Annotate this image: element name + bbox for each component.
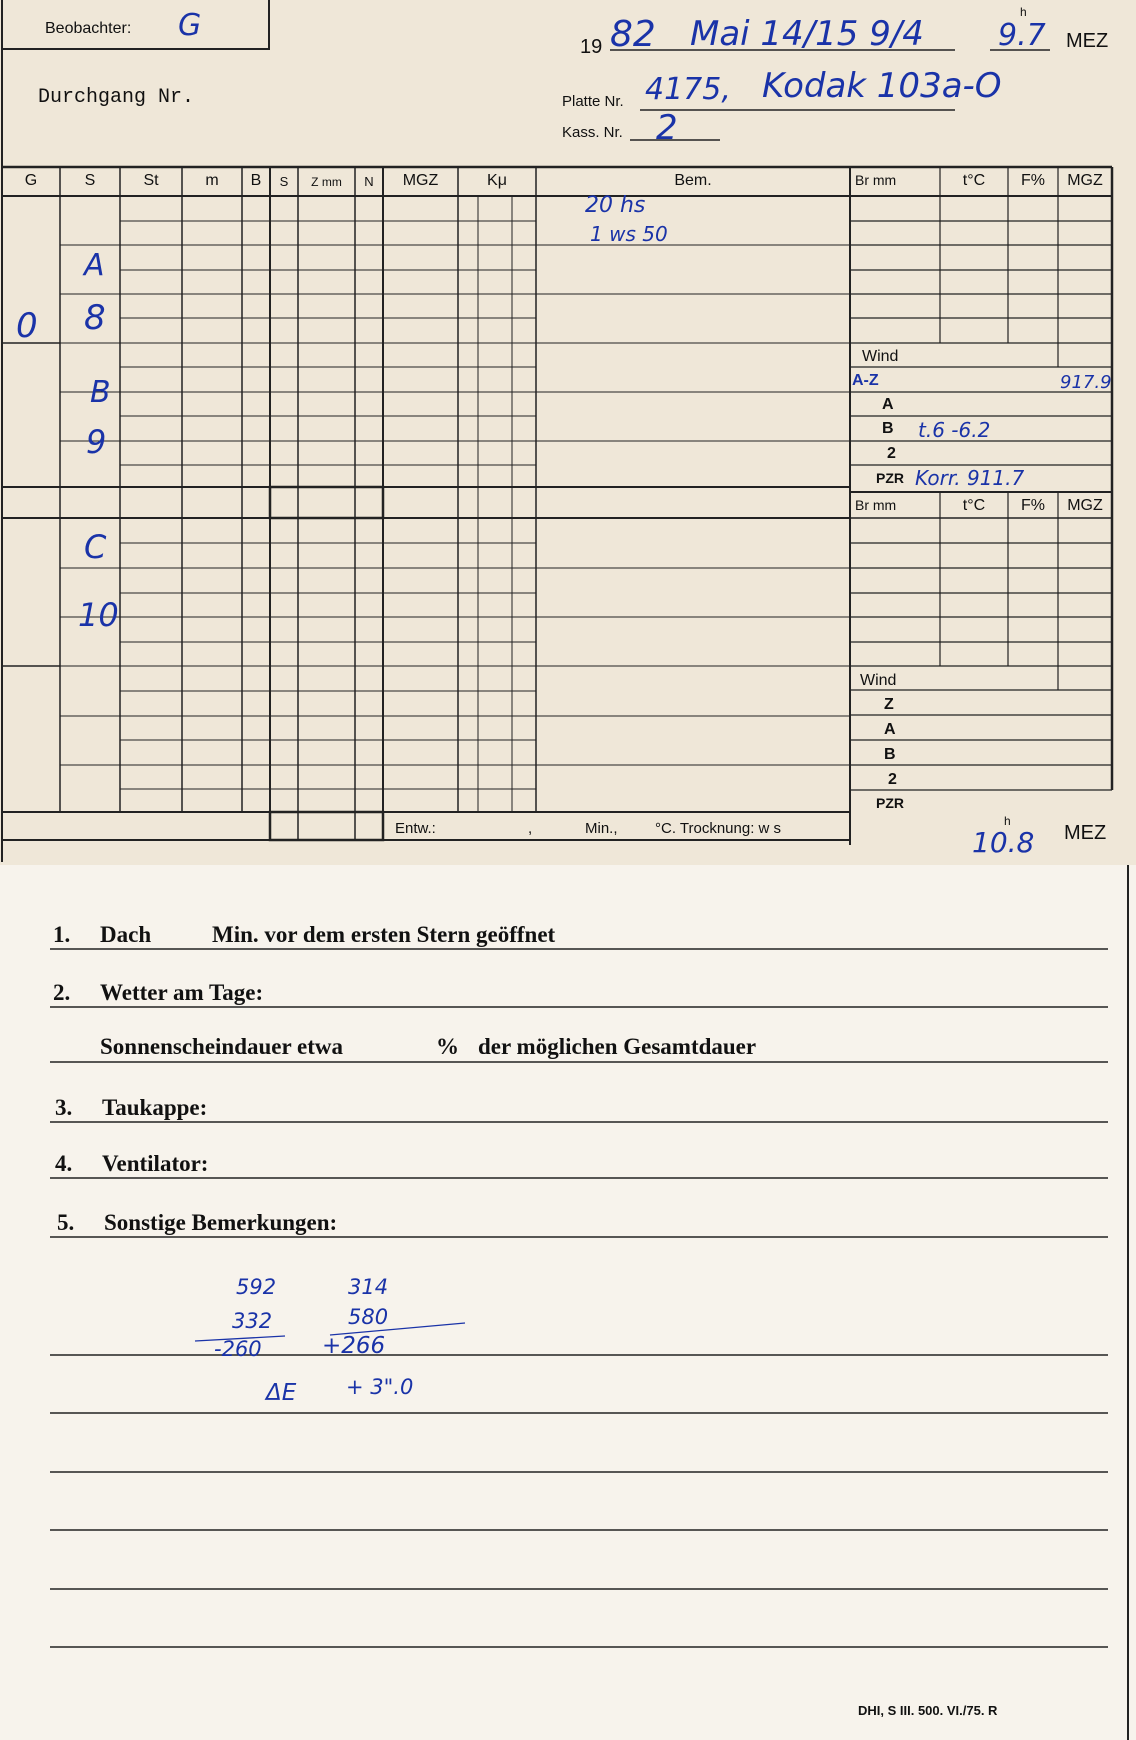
date-text: Mai 14/15 9/4 bbox=[690, 14, 924, 54]
col-header-s2: S bbox=[279, 174, 289, 189]
col-header-s: S bbox=[84, 172, 96, 189]
lower-row-label-5: PZR bbox=[876, 795, 904, 811]
col-header-n: N bbox=[364, 174, 374, 189]
item2-number: 2. bbox=[53, 980, 71, 1005]
beobachter-value: G bbox=[178, 8, 202, 43]
col-header-mgz-right: MGZ bbox=[1067, 172, 1103, 189]
mez-label: MEZ bbox=[1066, 30, 1109, 52]
col-header-bem: Bem. bbox=[674, 172, 712, 189]
bem-note-1: 20 hs bbox=[585, 193, 646, 218]
item5-label: Sonstige Bemerkungen: bbox=[104, 1210, 338, 1235]
col-header-f-lower: F% bbox=[1021, 497, 1045, 514]
item1-text: Min. vor dem ersten Stern geöffnet bbox=[212, 922, 556, 947]
upper-row-hw-5: Korr. 911.7 bbox=[915, 466, 1025, 490]
s-mark-8: 8 bbox=[84, 298, 106, 338]
calc-a3: -260 bbox=[214, 1337, 262, 1361]
item2-label: Wetter am Tage: bbox=[100, 980, 264, 1005]
calc-delta-value: + 3".0 bbox=[346, 1375, 414, 1399]
col-header-mgz-lower: MGZ bbox=[1067, 497, 1103, 514]
upper-row-label-4: 2 bbox=[887, 445, 896, 462]
platte-value: 4175, bbox=[645, 72, 731, 107]
s-mark-b: B bbox=[90, 375, 111, 410]
form-code: DHI, S III. 500. VI./75. R bbox=[858, 1703, 998, 1718]
entw-label: Entw.: bbox=[395, 820, 436, 837]
s-mark-9: 9 bbox=[86, 423, 107, 461]
calc-b3: +266 bbox=[322, 1333, 386, 1359]
calc-b2: 580 bbox=[348, 1305, 389, 1329]
lower-row-label-1: Z bbox=[884, 696, 894, 713]
kass-value: 2 bbox=[656, 108, 678, 148]
end-time-unit: h bbox=[1004, 814, 1011, 828]
col-header-mgz: MGZ bbox=[402, 172, 439, 189]
upper-row-label-1: A-Z bbox=[852, 372, 879, 389]
col-header-br-lower: Br mm bbox=[855, 497, 897, 513]
beobachter-label: Beobachter: bbox=[45, 20, 132, 37]
upper-row-hw-1: 917.9 bbox=[1060, 372, 1112, 393]
calc-a1: 592 bbox=[236, 1275, 277, 1299]
col-header-zmm: Z mm bbox=[311, 175, 342, 189]
col-header-temp-lower: t°C bbox=[962, 497, 986, 514]
g-mark: 0 bbox=[16, 306, 38, 346]
wind-label-lower: Wind bbox=[860, 672, 897, 689]
col-header-f: F% bbox=[1021, 172, 1045, 189]
kass-label: Kass. Nr. bbox=[562, 124, 623, 141]
item4-label: Ventilator: bbox=[102, 1151, 209, 1176]
col-header-br: Br mm bbox=[855, 172, 897, 188]
bem-note-2: 1 ws 50 bbox=[590, 222, 668, 246]
col-header-temp: t°C bbox=[962, 172, 986, 189]
lower-row-label-2: A bbox=[884, 721, 896, 738]
platte-film: Kodak 103a-O bbox=[762, 66, 1002, 106]
platte-label: Platte Nr. bbox=[562, 93, 624, 110]
entw-comma: , bbox=[528, 820, 533, 837]
upper-row-label-5: PZR bbox=[876, 470, 904, 486]
lower-row-label-3: B bbox=[884, 746, 896, 763]
time-unit: h bbox=[1020, 5, 1027, 19]
item2-percent: % bbox=[436, 1034, 459, 1059]
durchgang-label: Durchgang Nr. bbox=[38, 86, 195, 109]
trocknung-label: °C. Trocknung: w s bbox=[655, 820, 782, 837]
col-header-st: St bbox=[143, 172, 159, 189]
wind-label-upper: Wind bbox=[862, 348, 899, 365]
item1-number: 1. bbox=[53, 922, 71, 947]
calc-b1: 314 bbox=[348, 1275, 389, 1299]
col-header-m: m bbox=[205, 172, 219, 189]
item3-number: 3. bbox=[55, 1095, 73, 1120]
s-mark-a: A bbox=[84, 248, 105, 283]
upper-row-label-3: B bbox=[882, 420, 894, 437]
item3-label: Taukappe: bbox=[102, 1095, 208, 1120]
item4-number: 4. bbox=[55, 1151, 73, 1176]
year-suffix: 82 bbox=[610, 14, 656, 55]
item1-label: Dach bbox=[100, 922, 152, 947]
item2-sub-text: der möglichen Gesamtdauer bbox=[478, 1034, 757, 1059]
notes-section bbox=[0, 865, 1136, 1740]
item2-sub-label: Sonnenscheindauer etwa bbox=[100, 1034, 344, 1059]
min-label: Min., bbox=[585, 820, 618, 837]
lower-row-label-4: 2 bbox=[888, 771, 897, 788]
col-header-kmu: Kμ bbox=[487, 172, 507, 189]
end-mez: MEZ bbox=[1064, 822, 1107, 844]
s-mark-c: C bbox=[84, 528, 107, 566]
calc-delta: ΔE bbox=[266, 1380, 297, 1406]
upper-row-hw-3: t.6 -6.2 bbox=[918, 418, 991, 442]
year-prefix: 19 bbox=[580, 36, 603, 58]
s-mark-10: 10 bbox=[78, 596, 119, 634]
time-start: 9.7 bbox=[998, 18, 1046, 53]
col-header-b: B bbox=[250, 172, 262, 189]
end-time: 10.8 bbox=[972, 826, 1035, 859]
upper-row-label-2: A bbox=[882, 396, 894, 413]
calc-a2: 332 bbox=[232, 1309, 273, 1333]
col-header-g: G bbox=[24, 172, 38, 189]
item5-number: 5. bbox=[57, 1210, 75, 1235]
